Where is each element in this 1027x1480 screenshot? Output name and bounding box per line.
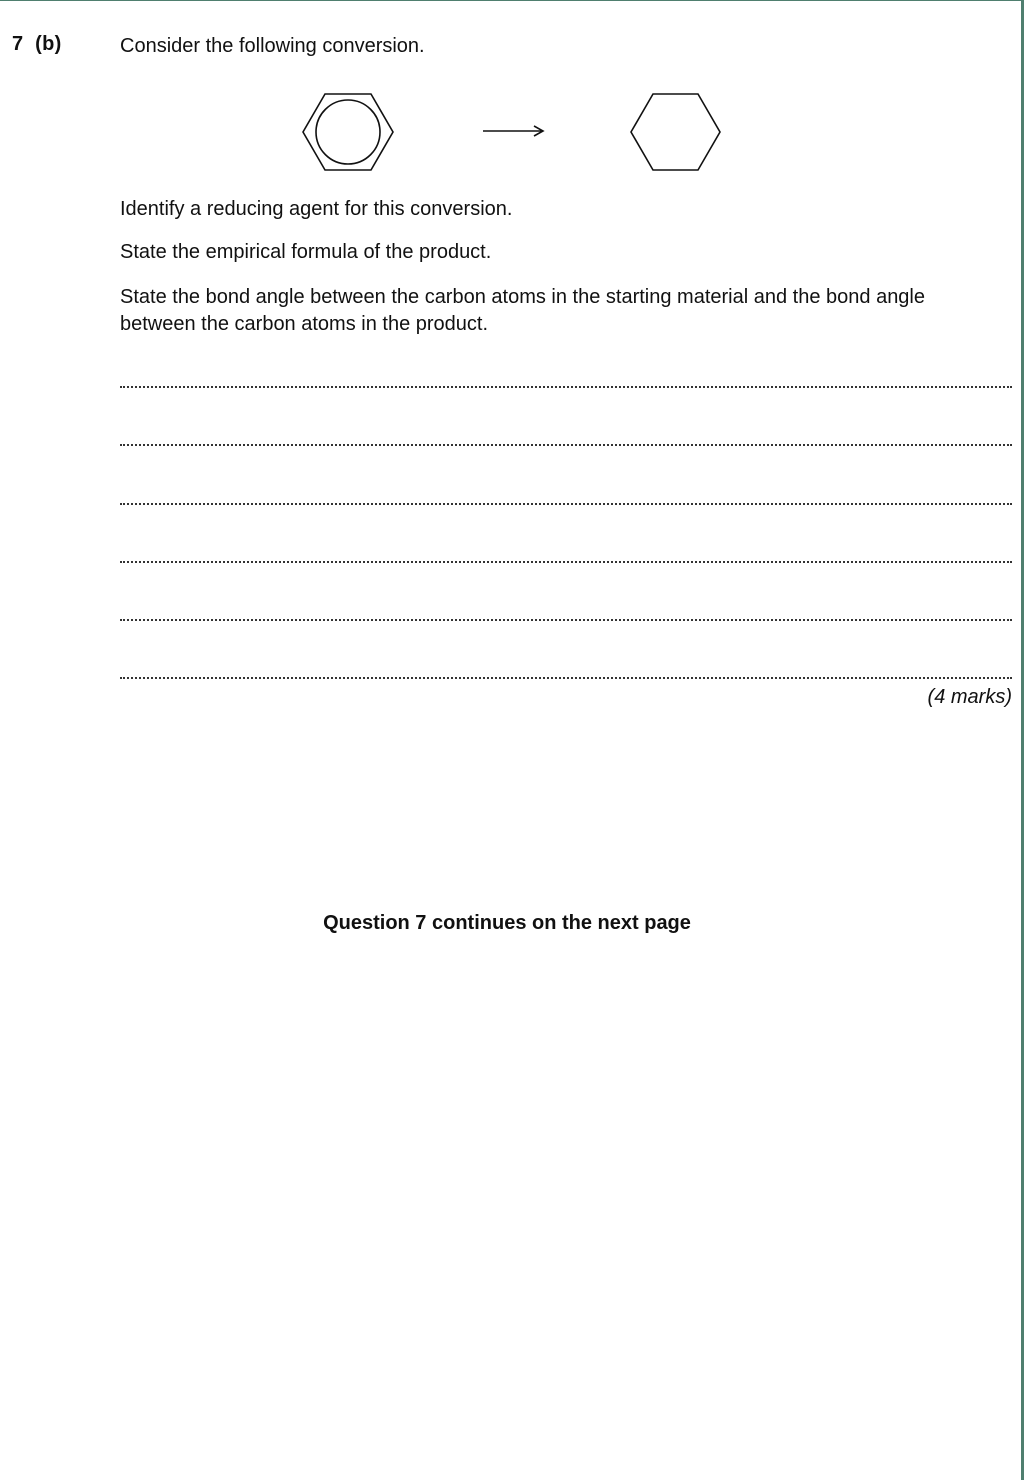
answer-line[interactable] (120, 444, 1012, 446)
reaction-diagram (290, 88, 740, 178)
answer-line[interactable] (120, 619, 1012, 621)
answer-line[interactable] (120, 386, 1012, 388)
question-part: (b) (35, 33, 62, 55)
question-number (12, 33, 62, 56)
prompt-empirical-formula: State the empirical formula of the product. (120, 241, 492, 263)
prompt-reducing-agent: Identify a reducing agent for this conversion. (120, 198, 513, 220)
question-number-value: 7 (12, 33, 24, 55)
question-intro: Consider the following conversion. (120, 35, 425, 57)
cyclohexane-ring-icon (631, 94, 720, 170)
benzene-ring-icon (303, 94, 393, 170)
answer-line[interactable] (120, 503, 1012, 505)
answer-line[interactable] (120, 677, 1012, 679)
continues-notice: Question 7 continues on the next page (323, 912, 691, 934)
reaction-arrow-icon (483, 126, 543, 136)
marks-allocation: (4 marks) (927, 686, 1012, 708)
prompt-bond-angle: State the bond angle between the carbon atoms in the starting material and the bond angle between the carbon atoms in the product. (120, 286, 925, 335)
answer-line[interactable] (120, 561, 1012, 563)
